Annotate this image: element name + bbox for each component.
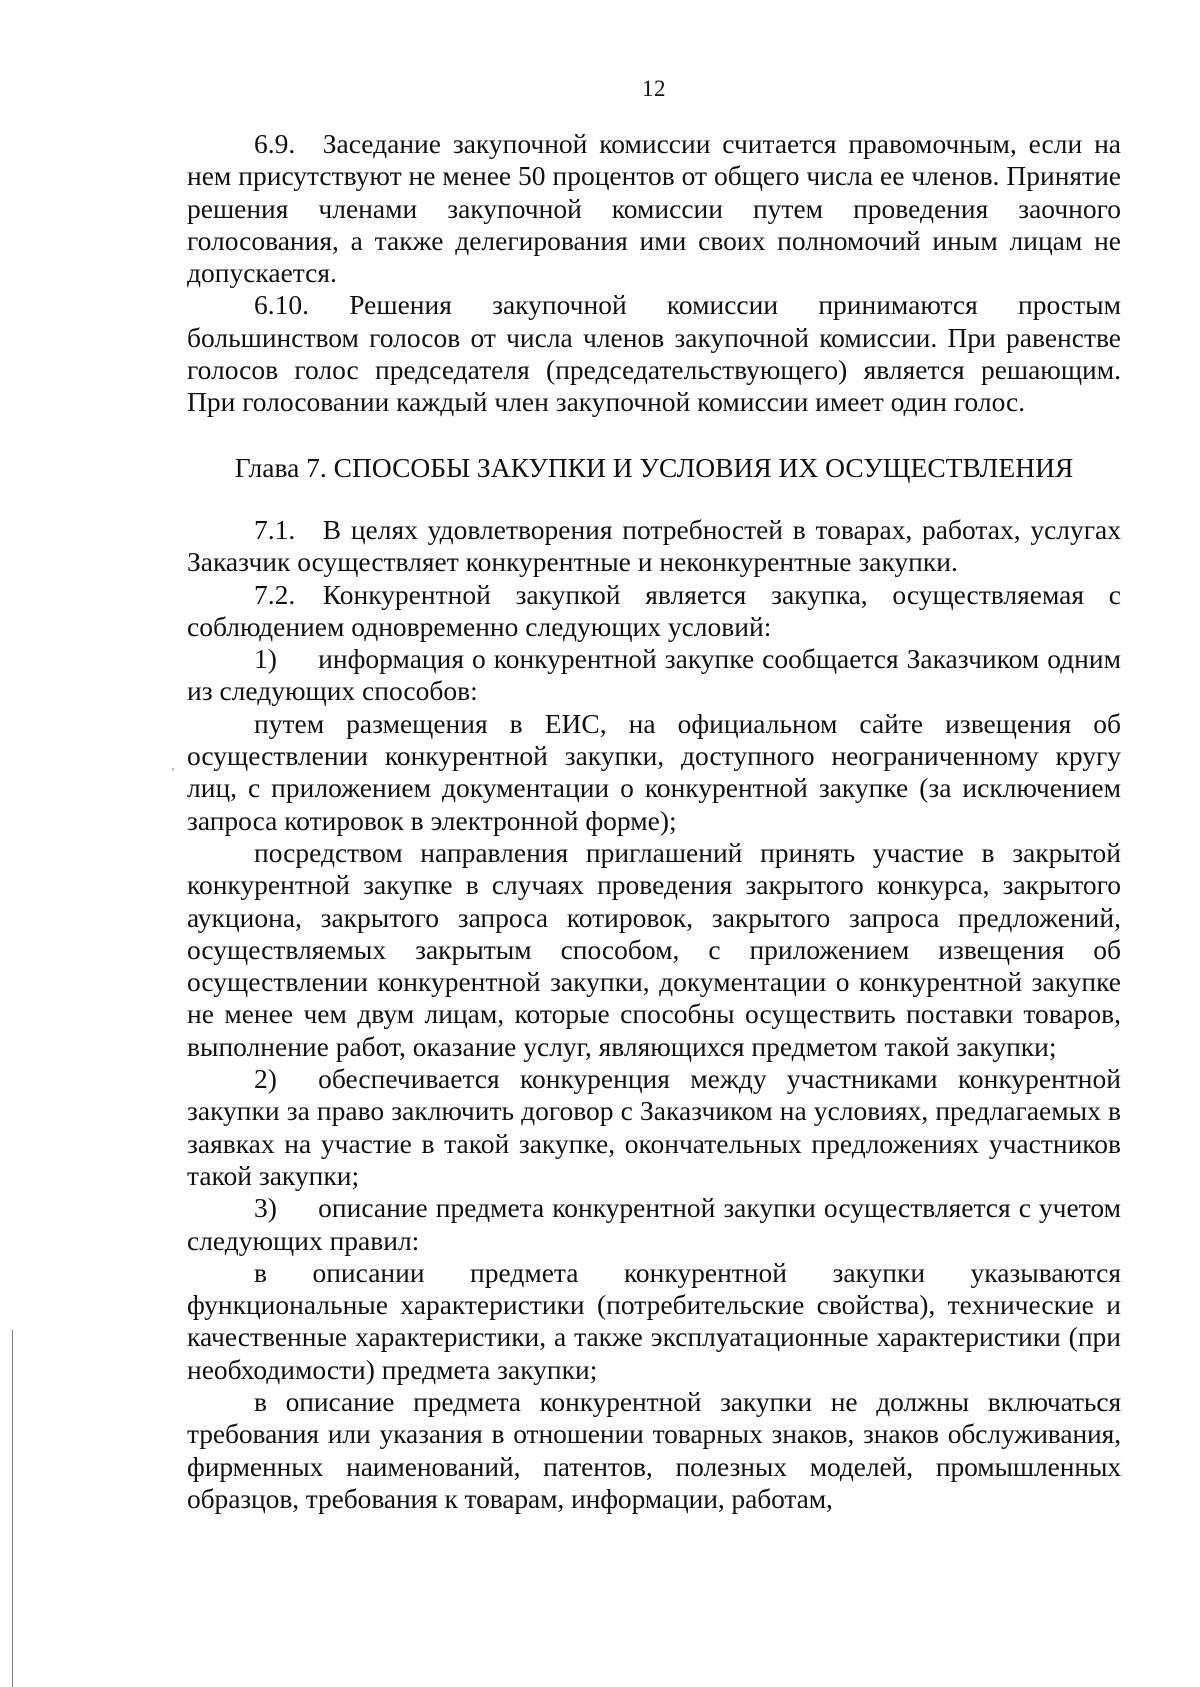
subparagraph-trademarks: в описание предмета конкурентной закупки не должны включаться требования или указания в отношении товарных знаков, знаков обслуживания, фирменных наименований, патентов, полезных моделей, промышленных образцов, требования к товарам, информации, работам, xyxy=(187,1385,1121,1514)
page-number: 12 xyxy=(642,76,666,101)
chapter-heading: Глава 7. СПОСОБЫ ЗАКУПКИ И УСЛОВИЯ ИХ ОСУЩЕСТВЛЕНИЯ xyxy=(234,451,1074,483)
subparagraph-eis: путем размещения в ЕИС, на официальном сайте извещения об осуществлении конкурентной закупки, доступного неограниченному кругу лиц, с приложением документации о конкурентной закупке (за исключением запроса котировок в электронной форме); xyxy=(187,707,1121,836)
paragraph-6-9: 6.9. Заседание закупочной комиссии считается правомочным, если на нем присутствуют не менее 50 процентов от общего числа ее членов. Принятие решения членами закупочной комиссии путем проведения заочного голосования, а также делегирования ими своих полномочий иным лицам не допускается. xyxy=(187,128,1121,289)
document-page xyxy=(187,76,1121,1515)
paragraph-7-2: 7.2. Конкурентной закупкой является закупка, осуществляемая с соблюдением одновременно следующих условий: xyxy=(187,578,1121,642)
list-item-1: 1) информация о конкурентной закупке сообщается Заказчиком одним из следующих способов: xyxy=(187,643,1121,707)
list-item-2: 2) обеспечивается конкуренция между участниками конкурентной закупки за право заключить договор с Заказчиком на условиях, предлагаемых в заявках на участие в такой закупке, окончательных предложениях участников такой закупки; xyxy=(187,1063,1121,1191)
list-item-3: 3) описание предмета конкурентной закупки осуществляется с учетом следующих правил: xyxy=(187,1192,1121,1256)
scan-edge-line xyxy=(12,1330,13,1687)
subparagraph-characteristics: в описании предмета конкурентной закупки указываются функциональные характеристики (потребительские свойства), технические и качественные характеристики, а также эксплуатационные характеристики (при необходимости) предмета закупки; xyxy=(187,1256,1121,1385)
subparagraph-invitations: посредством направления приглашений принять участие в закрытой конкурентной закупке в случаях проведения закрытого конкурса, закрытого аукциона, закрытого запроса котировок, закрытого запроса предложений, осуществляемых закрытым способом, с приложением извещения об осуществлении конкурентной закупки, документации о конкурентной закупке не менее чем двум лицам, которые способны осуществить поставки товаров, выполнение работ, оказание услуг, являющихся предметом такой закупки; xyxy=(187,836,1121,1062)
scan-speck xyxy=(172,768,174,771)
paragraph-6-10: 6.10. Решения закупочной комиссии принимаются простым большинством голосов от числа членов закупочной комиссии. При равенстве голосов голос председателя (председательствующего) является решающим. При голосовании каждый член закупочной комиссии имеет один голос. xyxy=(187,289,1121,418)
paragraph-7-1: 7.1. В целях удовлетворения потребностей в товарах, работах, услугах Заказчик осуществляет конкурентные и неконкурентные закупки. xyxy=(187,513,1121,578)
